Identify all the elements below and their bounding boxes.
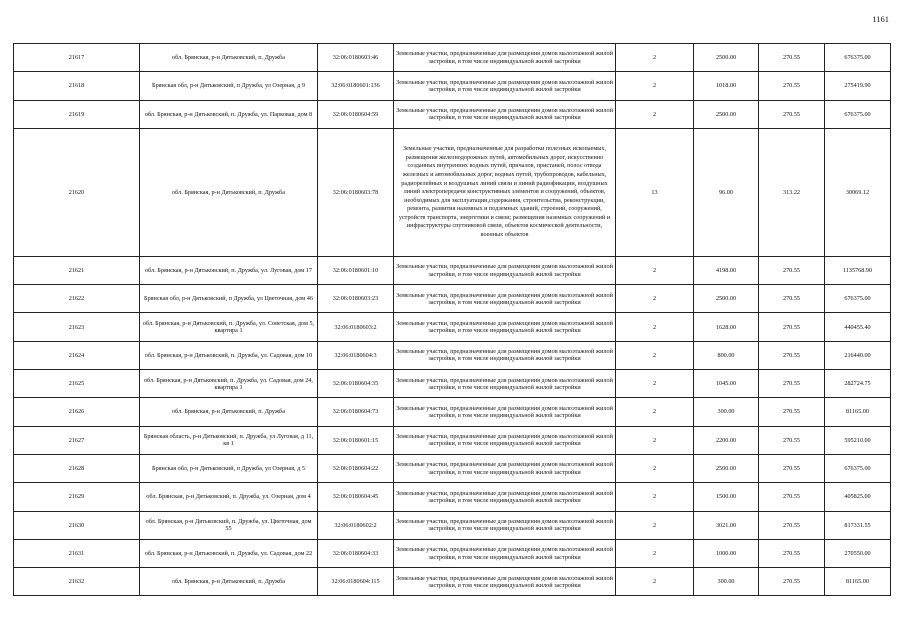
specific-value-cell: 270.55 <box>759 454 825 482</box>
parcel-id-cell: 21620 <box>14 128 140 256</box>
permitted-use-cell: Земельные участки, предназначенные для размещения домов малоэтажной жилой застройки, в том числе индивидуальной жилой застройки <box>394 511 616 539</box>
cadastral-value-cell: 270550.00 <box>825 539 891 567</box>
specific-value-cell: 313.22 <box>759 128 825 256</box>
table-row <box>14 370 891 398</box>
specific-value-cell: 270.55 <box>759 568 825 596</box>
area-cell: 3021.00 <box>694 511 759 539</box>
table-row <box>14 539 891 567</box>
cadastral-number-cell: 32:06:0180604:22 <box>318 454 394 482</box>
address-cell: обл. Брянская, р-н Дятьковский, п. Дружба, ул. Садовая, дом 24, квартира 1 <box>140 370 318 398</box>
cadastral-value-cell: 1135768.90 <box>825 256 891 284</box>
cadastral-value-cell: 817331.55 <box>825 511 891 539</box>
cadastral-value-cell: 595210.00 <box>825 426 891 454</box>
use-group-cell: 2 <box>616 44 694 72</box>
parcel-id-cell: 21624 <box>14 341 140 369</box>
permitted-use-cell: Земельные участки, предназначенные для размещения домов малоэтажной жилой застройки, в том числе индивидуальной жилой застройки <box>394 483 616 511</box>
use-group-cell: 2 <box>616 341 694 369</box>
permitted-use-cell: Земельные участки, предназначенные для размещения домов малоэтажной жилой застройки, в том числе индивидуальной жилой застройки <box>394 72 616 100</box>
address-cell: обл. Брянская, р-н Дятьковский, п. Дружба, ул. Садовая, дом 10 <box>140 341 318 369</box>
table-row <box>14 483 891 511</box>
specific-value-cell: 270.55 <box>759 398 825 426</box>
cadastral-number-cell: 32:06:0180601:136 <box>318 72 394 100</box>
address-cell: обл. Брянская, р-н Дятьковский, п. Дружба <box>140 44 318 72</box>
cadastral-number-cell: 32:06:0180604:33 <box>318 539 394 567</box>
table-row <box>14 398 891 426</box>
cadastral-number-cell: 32:06:0180604:73 <box>318 398 394 426</box>
area-cell: 1045.00 <box>694 370 759 398</box>
cadastral-value-cell: 405825.00 <box>825 483 891 511</box>
specific-value-cell: 270.55 <box>759 256 825 284</box>
address-cell: обл. Брянская, р-н Дятьковский, п. Дружба <box>140 398 318 426</box>
permitted-use-cell: Земельные участки, предназначенные для размещения домов малоэтажной жилой застройки, в том числе индивидуальной жилой застройки <box>394 256 616 284</box>
table-row <box>14 313 891 341</box>
area-cell: 2500.00 <box>694 100 759 128</box>
area-cell: 1628.00 <box>694 313 759 341</box>
use-group-cell: 2 <box>616 398 694 426</box>
cadastral-number-cell: 32:06:0180601:15 <box>318 426 394 454</box>
table-body <box>14 44 891 596</box>
address-cell: обл. Брянская, р-н Дятьковский, п. Дружба, ул. Парковая, дом 8 <box>140 100 318 128</box>
cadastral-number-cell: 32:06:0180604:35 <box>318 370 394 398</box>
area-cell: 1500.00 <box>694 483 759 511</box>
specific-value-cell: 270.55 <box>759 483 825 511</box>
specific-value-cell: 270.55 <box>759 539 825 567</box>
specific-value-cell: 270.55 <box>759 100 825 128</box>
use-group-cell: 2 <box>616 313 694 341</box>
land-registry-table <box>13 43 891 596</box>
parcel-id-cell: 21627 <box>14 426 140 454</box>
cadastral-number-cell: 32:06:0180603:46 <box>318 44 394 72</box>
use-group-cell: 2 <box>616 370 694 398</box>
permitted-use-cell: Земельные участки, предназначенные для размещения домов малоэтажной жилой застройки, в том числе индивидуальной жилой застройки <box>394 370 616 398</box>
table-row <box>14 511 891 539</box>
cadastral-number-cell: 32:06:0180601:10 <box>318 256 394 284</box>
permitted-use-cell: Земельные участки, предназначенные для размещения домов малоэтажной жилой застройки, в том числе индивидуальной жилой застройки <box>394 100 616 128</box>
cadastral-value-cell: 30069.12 <box>825 128 891 256</box>
cadastral-value-cell: 676375.00 <box>825 44 891 72</box>
specific-value-cell: 270.55 <box>759 341 825 369</box>
cadastral-value-cell: 676375.00 <box>825 100 891 128</box>
use-group-cell: 2 <box>616 454 694 482</box>
area-cell: 1018.00 <box>694 72 759 100</box>
cadastral-number-cell: 32:06:0180604:115 <box>318 568 394 596</box>
table-row <box>14 72 891 100</box>
address-cell: Брянская область, р-н Дятьковский, п. Дружба, ул Луговая, д 11, кв 1 <box>140 426 318 454</box>
permitted-use-cell: Земельные участки, предназначенные для размещения домов малоэтажной жилой застройки, в том числе индивидуальной жилой застройки <box>394 539 616 567</box>
use-group-cell: 13 <box>616 128 694 256</box>
parcel-id-cell: 21622 <box>14 285 140 313</box>
permitted-use-cell: Земельные участки, предназначенные для размещения домов малоэтажной жилой застройки, в том числе индивидуальной жилой застройки <box>394 341 616 369</box>
parcel-id-cell: 21629 <box>14 483 140 511</box>
permitted-use-cell: Земельные участки, предназначенные для размещения домов малоэтажной жилой застройки, в том числе индивидуальной жилой застройки <box>394 454 616 482</box>
specific-value-cell: 270.55 <box>759 511 825 539</box>
address-cell: Брянская обл, р-н Дятьковский, п Дружба, ул Цветочная, дом 46 <box>140 285 318 313</box>
parcel-id-cell: 21621 <box>14 256 140 284</box>
cadastral-number-cell: 32:06:0180603:23 <box>318 285 394 313</box>
cadastral-value-cell: 676375.00 <box>825 454 891 482</box>
permitted-use-cell: Земельные участки, предназначенные для разработки полезных ископаемых, размещения железнодорожных путей, автомобильных дорог, искусственно созданных внутренних водных путей, причалов, пристаней, полос отвода железных и автомобильных дорог, водных путей, трубопроводов, кабельных, радиорелейных и воздушных линий связи и линий радиофикации, воздушных линий электропередачи конструктивных элементов и сооружений, объектов, необходимых для эксплуатации,содержания, строительства, реконструкции, ремонта, развития наземных и подземных зданий, строений, сооружений, устройств транспорта, энергетики и связи; размещения наземных сооружений и инфраструктуры спутниковой связи, объектов космической деятельности, военных объектов <box>394 128 616 256</box>
parcel-id-cell: 21632 <box>14 568 140 596</box>
use-group-cell: 2 <box>616 511 694 539</box>
table-row <box>14 454 891 482</box>
table-row <box>14 100 891 128</box>
area-cell: 2500.00 <box>694 285 759 313</box>
permitted-use-cell: Земельные участки, предназначенные для размещения домов малоэтажной жилой застройки, в том числе индивидуальной жилой застройки <box>394 568 616 596</box>
permitted-use-cell: Земельные участки, предназначенные для размещения домов малоэтажной жилой застройки, в том числе индивидуальной жилой застройки <box>394 426 616 454</box>
parcel-id-cell: 21630 <box>14 511 140 539</box>
area-cell: 800.00 <box>694 341 759 369</box>
table-row <box>14 568 891 596</box>
table-row <box>14 341 891 369</box>
specific-value-cell: 270.55 <box>759 313 825 341</box>
area-cell: 300.00 <box>694 568 759 596</box>
address-cell: Брянская обл, р-н Дятьковский, п Дружба, ул Озерная, д 5 <box>140 454 318 482</box>
use-group-cell: 2 <box>616 285 694 313</box>
specific-value-cell: 270.55 <box>759 72 825 100</box>
table-row <box>14 44 891 72</box>
cadastral-value-cell: 81165.00 <box>825 398 891 426</box>
table-row <box>14 285 891 313</box>
specific-value-cell: 270.55 <box>759 44 825 72</box>
cadastral-value-cell: 275419.90 <box>825 72 891 100</box>
parcel-id-cell: 21617 <box>14 44 140 72</box>
parcel-id-cell: 21631 <box>14 539 140 567</box>
use-group-cell: 2 <box>616 539 694 567</box>
parcel-id-cell: 21618 <box>14 72 140 100</box>
area-cell: 4198.00 <box>694 256 759 284</box>
address-cell: обл. Брянская, р-н Дятьковский, п. Дружба <box>140 568 318 596</box>
cadastral-value-cell: 440455.40 <box>825 313 891 341</box>
area-cell: 2500.00 <box>694 44 759 72</box>
parcel-id-cell: 21626 <box>14 398 140 426</box>
area-cell: 96.00 <box>694 128 759 256</box>
table-row <box>14 426 891 454</box>
cadastral-value-cell: 216440.00 <box>825 341 891 369</box>
cadastral-value-cell: 282724.75 <box>825 370 891 398</box>
cadastral-number-cell: 32:06:0180603:2 <box>318 313 394 341</box>
area-cell: 2200.00 <box>694 426 759 454</box>
area-cell: 1000.00 <box>694 539 759 567</box>
address-cell: обл. Брянская, р-н Дятьковский, п. Дружба, ул. Луговая, дом 17 <box>140 256 318 284</box>
specific-value-cell: 270.55 <box>759 285 825 313</box>
area-cell: 2500.00 <box>694 454 759 482</box>
use-group-cell: 2 <box>616 426 694 454</box>
use-group-cell: 2 <box>616 568 694 596</box>
use-group-cell: 2 <box>616 100 694 128</box>
cadastral-number-cell: 32:06:0180603:78 <box>318 128 394 256</box>
cadastral-value-cell: 81165.00 <box>825 568 891 596</box>
cadastral-number-cell: 32:06:0180604:45 <box>318 483 394 511</box>
address-cell: обл. Брянская, р-н Дятьковский, п. Дружба, ул. Советская, дом 5, квартира 1 <box>140 313 318 341</box>
cadastral-number-cell: 32:06:0180604:59 <box>318 100 394 128</box>
specific-value-cell: 270.55 <box>759 370 825 398</box>
use-group-cell: 2 <box>616 483 694 511</box>
permitted-use-cell: Земельные участки, предназначенные для размещения домов малоэтажной жилой застройки, в том числе индивидуальной жилой застройки <box>394 44 616 72</box>
specific-value-cell: 270.55 <box>759 426 825 454</box>
address-cell: обл. Брянская, р-н Дятьковский, п. Дружба, ул. Озерная, дом 4 <box>140 483 318 511</box>
page-number: 1161 <box>872 14 889 24</box>
address-cell: обл. Брянская, р-н Дятьковский, п. Дружба <box>140 128 318 256</box>
use-group-cell: 2 <box>616 256 694 284</box>
parcel-id-cell: 21625 <box>14 370 140 398</box>
table-row <box>14 256 891 284</box>
parcel-id-cell: 21619 <box>14 100 140 128</box>
cadastral-value-cell: 676375.00 <box>825 285 891 313</box>
parcel-id-cell: 21623 <box>14 313 140 341</box>
area-cell: 300.00 <box>694 398 759 426</box>
address-cell: обл. Брянская, р-н Дятьковский, п. Дружба, ул. Садовая, дом 22 <box>140 539 318 567</box>
permitted-use-cell: Земельные участки, предназначенные для размещения домов малоэтажной жилой застройки, в том числе индивидуальной жилой застройки <box>394 398 616 426</box>
address-cell: обл. Брянская, р-н Дятьковский, п. Дружба, ул. Цветочная, дом 55 <box>140 511 318 539</box>
parcel-id-cell: 21628 <box>14 454 140 482</box>
use-group-cell: 2 <box>616 72 694 100</box>
cadastral-number-cell: 32:06:0180604:3 <box>318 341 394 369</box>
table-row <box>14 128 891 256</box>
address-cell: Брянская обл, р-н Дятьковский, п Дружба, ул Озерная, д 9 <box>140 72 318 100</box>
cadastral-number-cell: 32:06:0180602:2 <box>318 511 394 539</box>
permitted-use-cell: Земельные участки, предназначенные для размещения домов малоэтажной жилой застройки, в том числе индивидуальной жилой застройки <box>394 285 616 313</box>
permitted-use-cell: Земельные участки, предназначенные для размещения домов малоэтажной жилой застройки, в том числе индивидуальной жилой застройки <box>394 313 616 341</box>
